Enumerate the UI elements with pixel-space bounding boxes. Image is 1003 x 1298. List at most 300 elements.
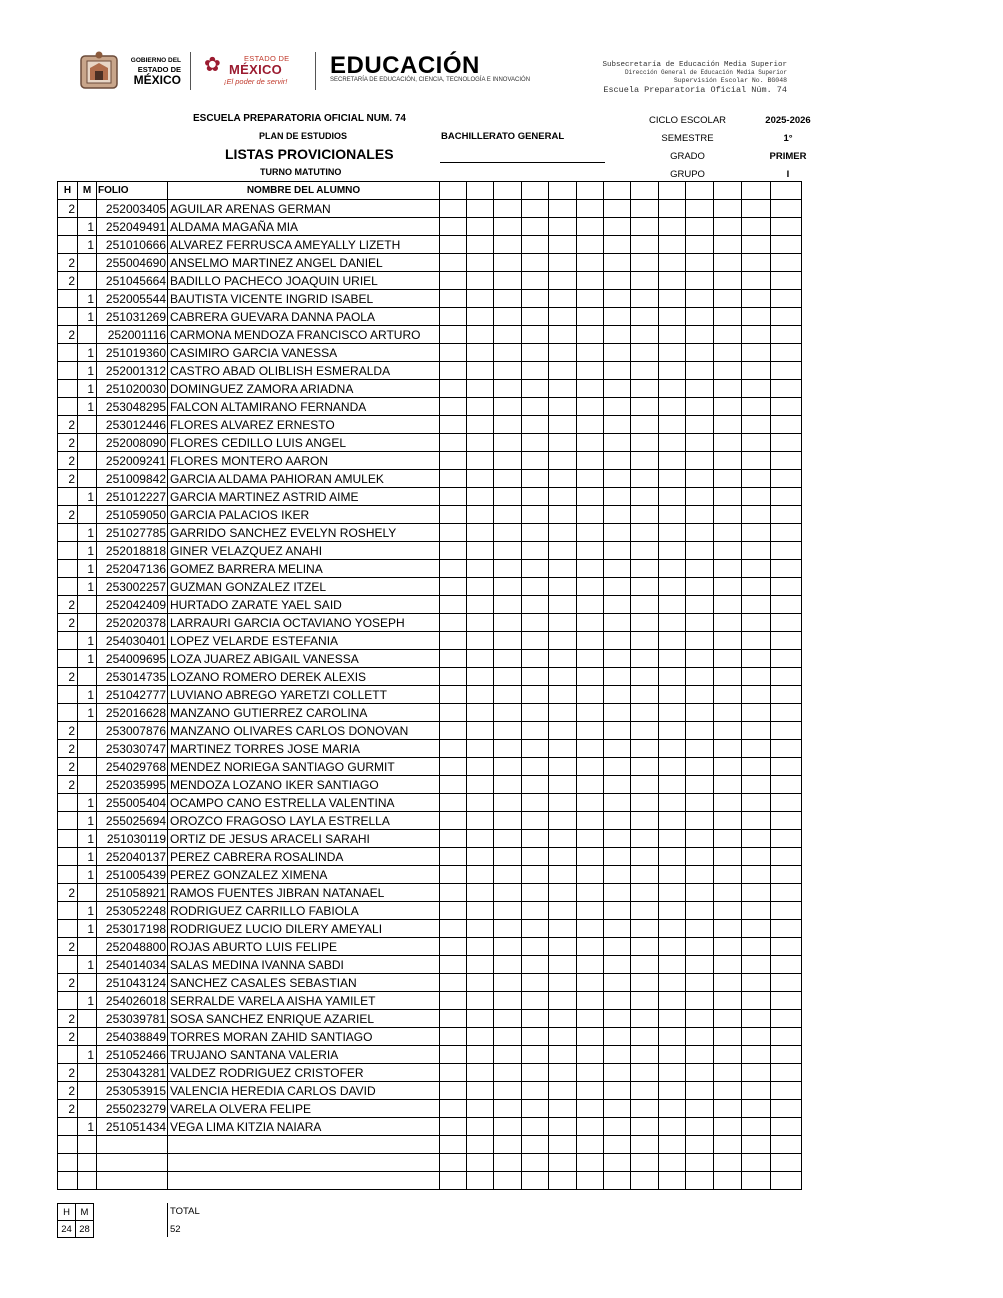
- grade-cell: [771, 398, 802, 416]
- grade-cell: [659, 866, 686, 884]
- student-name-cell: HURTADO ZARATE YAEL SAID: [168, 596, 440, 614]
- grade-cell: [686, 398, 714, 416]
- grade-cell: [467, 740, 494, 758]
- educacion-logo-title: EDUCACIÓN: [330, 52, 480, 79]
- grade-cell: [522, 1010, 549, 1028]
- grade-cell: [522, 506, 549, 524]
- student-name-cell: GINER VELAZQUEZ ANAHI: [168, 542, 440, 560]
- grade-cell: [742, 686, 771, 704]
- folio-cell: 252005544: [97, 290, 168, 308]
- column-header-nombre: NOMBRE DEL ALUMNO: [168, 182, 440, 200]
- gender-m-cell: [78, 452, 97, 470]
- grade-column-header: [742, 182, 771, 200]
- grade-cell: [467, 956, 494, 974]
- grupo-label: GRUPO: [670, 169, 705, 180]
- grade-cell: [577, 308, 604, 326]
- grade-cell: [440, 812, 467, 830]
- folio-cell: 252001116: [97, 326, 168, 344]
- grade-cell: [494, 704, 522, 722]
- grade-cell: [771, 614, 802, 632]
- gender-h-cell: [58, 380, 78, 398]
- grade-cell: [577, 1064, 604, 1082]
- grade-cell: [604, 1046, 631, 1064]
- table-row: [58, 794, 802, 812]
- grade-cell: [467, 830, 494, 848]
- grade-cell: [577, 884, 604, 902]
- grade-cell: [631, 290, 659, 308]
- grade-cell: [714, 254, 742, 272]
- folio-cell: 254009695: [97, 650, 168, 668]
- grade-cell: [577, 704, 604, 722]
- grade-cell: [467, 686, 494, 704]
- grade-cell: [522, 200, 549, 218]
- grade-cell: [467, 236, 494, 254]
- student-name-cell: CARMONA MENDOZA FRANCISCO ARTURO: [168, 326, 440, 344]
- grade-cell: [549, 200, 577, 218]
- folio-cell: 251019360: [97, 344, 168, 362]
- grade-cell: [631, 542, 659, 560]
- grade-cell: [771, 992, 802, 1010]
- grade-cell: [440, 560, 467, 578]
- gender-m-cell: [78, 254, 97, 272]
- grade-cell: [686, 686, 714, 704]
- grade-cell: [577, 956, 604, 974]
- grade-cell: [604, 1028, 631, 1046]
- semestre-value: 1°: [783, 133, 793, 144]
- gender-m-cell: [78, 434, 97, 452]
- grade-cell: [467, 380, 494, 398]
- estado-de-mexico-seal-icon: [78, 50, 120, 92]
- column-header-h: H: [58, 182, 78, 200]
- grade-cell: [467, 812, 494, 830]
- grade-cell: [659, 920, 686, 938]
- grade-cell: [742, 740, 771, 758]
- grade-cell: [522, 380, 549, 398]
- grade-cell: [494, 326, 522, 344]
- folio-cell: [97, 1172, 168, 1190]
- gender-h-cell: [58, 812, 78, 830]
- grade-cell: [631, 1118, 659, 1136]
- gender-h-cell: [58, 290, 78, 308]
- grade-cell: [577, 614, 604, 632]
- grade-cell: [522, 236, 549, 254]
- grade-cell: [771, 758, 802, 776]
- grade-cell: [771, 938, 802, 956]
- grade-cell: [604, 452, 631, 470]
- plan-label: PLAN DE ESTUDIOS: [259, 131, 348, 141]
- student-name-cell: LARRAURI GARCIA OCTAVIANO YOSEPH: [168, 614, 440, 632]
- table-header-row: [58, 182, 802, 200]
- grade-cell: [686, 272, 714, 290]
- grade-cell: [659, 1100, 686, 1118]
- grade-cell: [549, 1028, 577, 1046]
- gender-h-cell: [58, 650, 78, 668]
- student-name-cell: GARRIDO SANCHEZ EVELYN ROSHELY: [168, 524, 440, 542]
- grade-cell: [742, 560, 771, 578]
- grade-cell: [440, 200, 467, 218]
- grade-cell: [494, 1172, 522, 1190]
- folio-cell: 251045664: [97, 272, 168, 290]
- grade-cell: [577, 380, 604, 398]
- grade-cell: [686, 1172, 714, 1190]
- grade-cell: [714, 524, 742, 542]
- grade-cell: [659, 416, 686, 434]
- student-name-cell: FLORES ALVAREZ ERNESTO: [168, 416, 440, 434]
- grade-cell: [631, 722, 659, 740]
- grade-cell: [549, 1100, 577, 1118]
- grade-cell: [659, 1028, 686, 1046]
- grade-cell: [522, 632, 549, 650]
- grade-cell: [494, 848, 522, 866]
- grade-cell: [686, 938, 714, 956]
- grade-cell: [686, 758, 714, 776]
- grade-cell: [549, 974, 577, 992]
- grade-cell: [440, 956, 467, 974]
- grade-cell: [549, 776, 577, 794]
- student-name-cell: BAUTISTA VICENTE INGRID ISABEL: [168, 290, 440, 308]
- grade-cell: [577, 632, 604, 650]
- grade-cell: [714, 992, 742, 1010]
- grade-cell: [522, 1046, 549, 1064]
- grade-cell: [631, 452, 659, 470]
- gender-m-cell: 1: [78, 902, 97, 920]
- grade-cell: [604, 416, 631, 434]
- grade-cell: [467, 596, 494, 614]
- student-name-cell: FALCON ALTAMIRANO FERNANDA: [168, 398, 440, 416]
- grade-cell: [686, 1118, 714, 1136]
- gender-h-cell: [58, 1136, 78, 1154]
- grade-cell: [686, 920, 714, 938]
- table-row: [58, 938, 802, 956]
- grade-cell: [522, 308, 549, 326]
- grade-cell: [549, 848, 577, 866]
- grade-cell: [467, 578, 494, 596]
- grade-cell: [577, 1046, 604, 1064]
- grade-cell: [686, 1136, 714, 1154]
- grade-cell: [467, 776, 494, 794]
- grade-column-header: [440, 182, 467, 200]
- gender-h-cell: 2: [58, 938, 78, 956]
- folio-cell: 251012227: [97, 488, 168, 506]
- student-name-cell: ALDAMA MAGAÑA MIA: [168, 218, 440, 236]
- grade-cell: [686, 416, 714, 434]
- grade-cell: [771, 1100, 802, 1118]
- grade-cell: [604, 218, 631, 236]
- grade-cell: [494, 470, 522, 488]
- grade-cell: [494, 866, 522, 884]
- grade-cell: [604, 578, 631, 596]
- grade-cell: [577, 254, 604, 272]
- grade-cell: [771, 272, 802, 290]
- grade-cell: [549, 416, 577, 434]
- grade-cell: [742, 776, 771, 794]
- grade-cell: [494, 560, 522, 578]
- grade-cell: [742, 362, 771, 380]
- grade-cell: [577, 722, 604, 740]
- grade-cell: [604, 722, 631, 740]
- grade-cell: [686, 632, 714, 650]
- grade-cell: [659, 290, 686, 308]
- grade-cell: [604, 254, 631, 272]
- grade-cell: [577, 974, 604, 992]
- grade-cell: [714, 1136, 742, 1154]
- grade-cell: [742, 920, 771, 938]
- grade-cell: [522, 974, 549, 992]
- grade-cell: [714, 308, 742, 326]
- plan-underline: [440, 162, 605, 163]
- table-row: [58, 578, 802, 596]
- grade-cell: [494, 1154, 522, 1172]
- grade-cell: [742, 1046, 771, 1064]
- grade-cell: [714, 200, 742, 218]
- grade-cell: [631, 434, 659, 452]
- grade-cell: [604, 488, 631, 506]
- grade-cell: [549, 1154, 577, 1172]
- gender-h-cell: 2: [58, 470, 78, 488]
- grade-cell: [686, 992, 714, 1010]
- grade-cell: [714, 956, 742, 974]
- grade-cell: [686, 290, 714, 308]
- gender-h-cell: [58, 488, 78, 506]
- grade-cell: [742, 830, 771, 848]
- grade-cell: [714, 542, 742, 560]
- grade-cell: [522, 992, 549, 1010]
- gender-h-cell: [58, 1046, 78, 1064]
- grade-cell: [577, 794, 604, 812]
- student-name-cell: RAMOS FUENTES JIBRAN NATANAEL: [168, 884, 440, 902]
- grade-cell: [522, 686, 549, 704]
- grade-cell: [659, 344, 686, 362]
- grade-cell: [494, 416, 522, 434]
- grade-cell: [714, 1118, 742, 1136]
- grade-cell: [714, 416, 742, 434]
- grade-cell: [494, 1064, 522, 1082]
- grade-cell: [659, 524, 686, 542]
- total-m-label: M: [76, 1204, 94, 1221]
- grade-cell: [631, 956, 659, 974]
- grade-cell: [659, 200, 686, 218]
- grade-cell: [771, 1118, 802, 1136]
- gender-m-cell: [78, 722, 97, 740]
- grado-label: GRADO: [670, 151, 705, 162]
- grade-cell: [440, 668, 467, 686]
- grade-cell: [522, 758, 549, 776]
- grade-cell: [659, 326, 686, 344]
- folio-cell: 252018818: [97, 542, 168, 560]
- grade-cell: [494, 1082, 522, 1100]
- grade-cell: [577, 1154, 604, 1172]
- grade-cell: [659, 758, 686, 776]
- grade-cell: [686, 1028, 714, 1046]
- grade-cell: [631, 254, 659, 272]
- folio-cell: 252001312: [97, 362, 168, 380]
- grade-cell: [440, 326, 467, 344]
- table-row: [58, 668, 802, 686]
- grade-cell: [714, 1046, 742, 1064]
- folio-cell: 251005439: [97, 866, 168, 884]
- grade-cell: [467, 884, 494, 902]
- grade-cell: [714, 560, 742, 578]
- gender-h-cell: [58, 218, 78, 236]
- grade-cell: [742, 794, 771, 812]
- ciclo-value: 2025-2026: [765, 115, 811, 126]
- folio-cell: 253012446: [97, 416, 168, 434]
- grade-cell: [467, 722, 494, 740]
- grade-cell: [631, 488, 659, 506]
- table-row: [58, 272, 802, 290]
- grade-cell: [686, 506, 714, 524]
- grade-cell: [714, 884, 742, 902]
- grade-cell: [742, 1118, 771, 1136]
- grade-cell: [771, 902, 802, 920]
- folio-cell: 254029768: [97, 758, 168, 776]
- folio-cell: 252042409: [97, 596, 168, 614]
- grade-cell: [440, 578, 467, 596]
- gender-m-cell: 1: [78, 380, 97, 398]
- gender-m-cell: [78, 200, 97, 218]
- grade-cell: [604, 1082, 631, 1100]
- grade-cell: [577, 992, 604, 1010]
- grade-cell: [467, 794, 494, 812]
- grade-cell: [714, 326, 742, 344]
- table-row: [58, 884, 802, 902]
- grade-cell: [549, 380, 577, 398]
- totals-table: [57, 1203, 94, 1238]
- grade-cell: [494, 254, 522, 272]
- grade-cell: [522, 830, 549, 848]
- grade-cell: [549, 470, 577, 488]
- grade-cell: [577, 362, 604, 380]
- table-row: [58, 956, 802, 974]
- gender-m-cell: [78, 1064, 97, 1082]
- grade-cell: [522, 938, 549, 956]
- folio-cell: 251020030: [97, 380, 168, 398]
- grade-cell: [604, 470, 631, 488]
- gobierno-estado-mexico-logo: GOBIERNO DEL ESTADO DE MÉXICO: [130, 57, 181, 87]
- folio-cell: [97, 1136, 168, 1154]
- gender-h-cell: 2: [58, 416, 78, 434]
- table-row: [58, 650, 802, 668]
- table-row: [58, 452, 802, 470]
- grade-cell: [522, 776, 549, 794]
- gender-m-cell: [78, 1172, 97, 1190]
- grade-cell: [742, 434, 771, 452]
- grade-cell: [659, 884, 686, 902]
- grade-cell: [742, 506, 771, 524]
- grade-cell: [631, 740, 659, 758]
- grade-cell: [631, 578, 659, 596]
- grade-cell: [604, 290, 631, 308]
- grade-cell: [494, 200, 522, 218]
- grade-cell: [631, 236, 659, 254]
- grade-cell: [631, 470, 659, 488]
- grade-cell: [549, 1118, 577, 1136]
- folio-cell: 253017198: [97, 920, 168, 938]
- grade-cell: [522, 488, 549, 506]
- grade-cell: [604, 686, 631, 704]
- grade-cell: [494, 236, 522, 254]
- grade-cell: [742, 470, 771, 488]
- grade-cell: [549, 614, 577, 632]
- folio-cell: 255023279: [97, 1100, 168, 1118]
- grade-cell: [604, 398, 631, 416]
- grade-cell: [604, 632, 631, 650]
- grade-cell: [549, 884, 577, 902]
- grade-cell: [771, 524, 802, 542]
- grade-cell: [604, 974, 631, 992]
- grade-cell: [577, 830, 604, 848]
- grade-cell: [577, 740, 604, 758]
- grade-cell: [742, 704, 771, 722]
- grade-cell: [631, 812, 659, 830]
- grade-cell: [631, 416, 659, 434]
- grade-cell: [659, 1010, 686, 1028]
- grade-cell: [686, 308, 714, 326]
- grade-cell: [549, 578, 577, 596]
- grade-cell: [659, 902, 686, 920]
- student-name-cell: MENDEZ NORIEGA SANTIAGO GURMIT: [168, 758, 440, 776]
- grade-cell: [742, 344, 771, 362]
- grade-cell: [494, 488, 522, 506]
- grade-cell: [549, 1046, 577, 1064]
- educacion-logo-subtitle: SECRETARÍA DE EDUCACIÓN, CIENCIA, TECNOLOGÍA E INNOVACIÓN: [330, 77, 531, 83]
- grade-cell: [467, 452, 494, 470]
- grade-cell: [522, 1154, 549, 1172]
- table-row: [58, 1100, 802, 1118]
- grade-cell: [440, 632, 467, 650]
- folio-cell: 253043281: [97, 1064, 168, 1082]
- grade-cell: [467, 1154, 494, 1172]
- gender-m-cell: 1: [78, 578, 97, 596]
- grade-cell: [440, 380, 467, 398]
- grade-cell: [549, 920, 577, 938]
- grade-cell: [467, 992, 494, 1010]
- grade-cell: [714, 1100, 742, 1118]
- grade-cell: [577, 1028, 604, 1046]
- table-row: [58, 254, 802, 272]
- grade-cell: [522, 1064, 549, 1082]
- student-name-cell: GARCIA MARTINEZ ASTRID AIME: [168, 488, 440, 506]
- table-row: [58, 686, 802, 704]
- grade-cell: [467, 398, 494, 416]
- folio-cell: 254038849: [97, 1028, 168, 1046]
- gender-h-cell: 2: [58, 1010, 78, 1028]
- gender-m-cell: 1: [78, 704, 97, 722]
- blank-row: [58, 1136, 802, 1154]
- grade-cell: [467, 758, 494, 776]
- grade-column-header: [631, 182, 659, 200]
- grade-cell: [467, 200, 494, 218]
- student-name-cell: MANZANO GUTIERREZ CAROLINA: [168, 704, 440, 722]
- grade-cell: [522, 452, 549, 470]
- grade-cell: [494, 974, 522, 992]
- folio-cell: 254014034: [97, 956, 168, 974]
- grade-cell: [631, 1010, 659, 1028]
- grade-cell: [549, 1064, 577, 1082]
- table-row: [58, 542, 802, 560]
- grade-cell: [522, 416, 549, 434]
- grade-cell: [771, 884, 802, 902]
- grade-cell: [494, 506, 522, 524]
- grade-cell: [771, 794, 802, 812]
- grade-cell: [522, 1082, 549, 1100]
- grade-cell: [577, 398, 604, 416]
- grade-cell: [604, 866, 631, 884]
- grade-cell: [631, 866, 659, 884]
- grade-cell: [440, 1046, 467, 1064]
- gender-m-cell: [78, 884, 97, 902]
- grade-cell: [494, 578, 522, 596]
